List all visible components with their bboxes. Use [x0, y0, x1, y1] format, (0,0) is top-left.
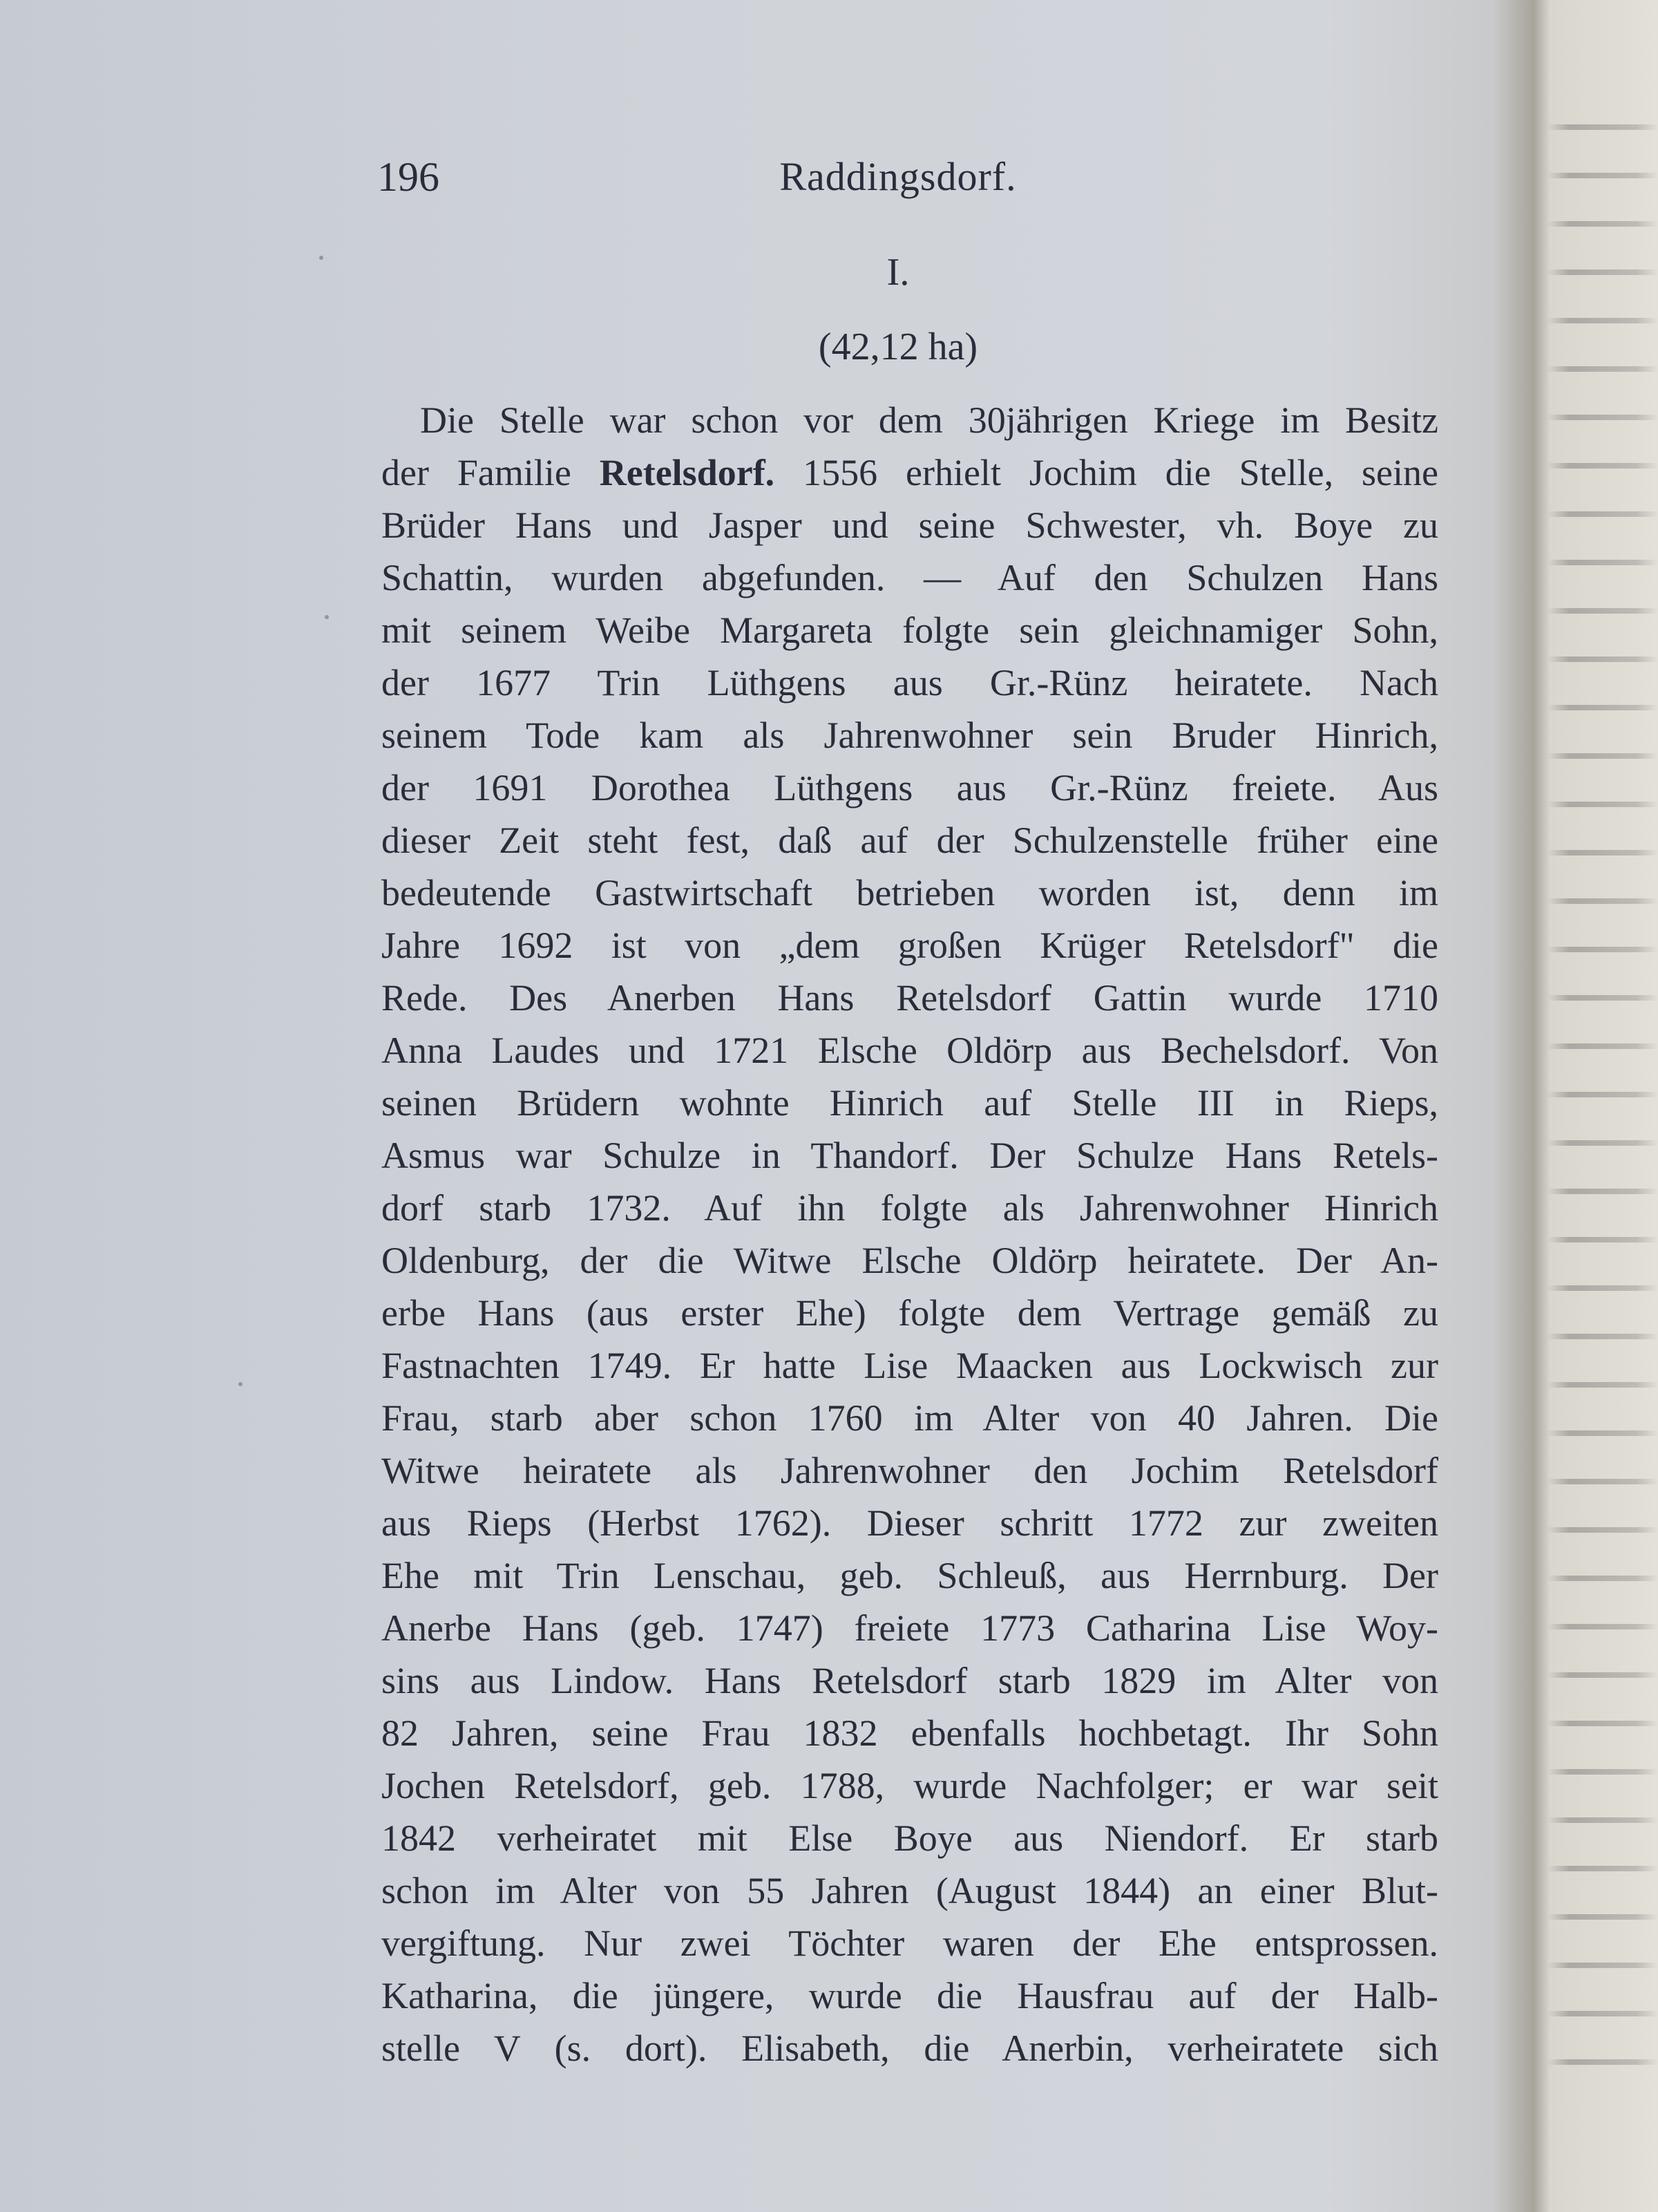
text-span: vergiftung. Nur zwei Töchter waren der Ehe entsprossen.	[381, 1922, 1438, 1964]
text-span: Schattin, wurden abgefunden. — Auf den Schulzen Hans	[381, 557, 1438, 598]
facing-page-text-line	[1547, 947, 1658, 952]
facing-page-text-line	[1547, 1285, 1658, 1291]
text-line	[381, 1392, 1438, 1444]
facing-page-text-line	[1547, 1721, 1658, 1726]
section-number: I.	[886, 251, 910, 294]
facing-page-text-line	[1547, 1430, 1658, 1436]
text-span: Brüder Hans und Jasper und seine Schwester, vh. Boye zu	[381, 504, 1438, 546]
facing-page-text-line	[1547, 1576, 1658, 1581]
facing-page-text-line	[1547, 1140, 1658, 1146]
text-line	[381, 1812, 1438, 1864]
text-span: Oldenburg, der die Witwe Elsche Oldörp heiratete. Der An-	[381, 1240, 1438, 1281]
text-span: dorf starb 1732. Auf ihn folgte als Jahrenwohner Hinrich	[381, 1187, 1438, 1229]
dust-speck	[325, 615, 329, 619]
text-span: aus Rieps (Herbst 1762). Dieser schritt 1772 zur zweiten	[381, 1502, 1438, 1544]
text-span: Anna Laudes und 1721 Elsche Oldörp aus Bechelsdorf. Von	[381, 1030, 1438, 1071]
text-span: der 1677 Trin Lüthgens aus Gr.-Rünz heiratete. Nach	[381, 662, 1438, 703]
text-line	[381, 446, 1438, 499]
text-line	[381, 709, 1438, 762]
text-line	[381, 1864, 1438, 1917]
facing-page-text-line	[1547, 318, 1658, 323]
facing-page-text-line	[1547, 1092, 1658, 1097]
facing-page-text-line	[1547, 124, 1658, 130]
text-span: bedeutende Gastwirtschaft betrieben worden ist, denn im	[381, 872, 1438, 914]
text-line	[381, 1339, 1438, 1392]
text-line	[381, 1654, 1438, 1707]
text-line	[381, 604, 1438, 656]
text-line	[381, 1287, 1438, 1339]
text-span: seinem Tode kam als Jahrenwohner sein Bruder Hinrich,	[381, 715, 1438, 756]
text-span: schon im Alter von 55 Jahren (August 1844) an einer Blut-	[381, 1870, 1438, 1911]
dust-speck	[238, 1382, 242, 1386]
text-span: stelle V (s. dort). Elisabeth, die Anerbin, verheiratete sich	[381, 2027, 1438, 2069]
facing-page-text-line	[1547, 2059, 1658, 2065]
running-title: Raddingsdorf.	[779, 154, 1017, 199]
facing-page-text-line	[1547, 270, 1658, 275]
text-line	[381, 1602, 1438, 1654]
facing-page-text-line	[1547, 1769, 1658, 1775]
text-line	[381, 1182, 1438, 1234]
dust-speck	[319, 256, 323, 260]
text-span: 1556 erhielt Jochim die Stelle, seine	[774, 452, 1438, 493]
facing-page-text-line	[1547, 1237, 1658, 1242]
text-line	[381, 1759, 1438, 1812]
facing-page-edge	[1547, 124, 1658, 2128]
text-span: seinen Brüdern wohnte Hinrich auf Stelle III in Rieps,	[381, 1082, 1438, 1124]
facing-page-text-line	[1547, 366, 1658, 372]
facing-page-text-line	[1547, 511, 1658, 517]
bold-name: Retelsdorf.	[599, 452, 775, 493]
facing-page-text-line	[1547, 1624, 1658, 1629]
facing-page-text-line	[1547, 560, 1658, 565]
text-line	[381, 1917, 1438, 1969]
body-text	[381, 394, 1438, 2074]
text-line	[381, 1497, 1438, 1549]
text-span: Katharina, die jüngere, wurde die Hausfrau auf der Halb-	[381, 1975, 1438, 2016]
facing-page-text-line	[1547, 705, 1658, 710]
text-span: Asmus war Schulze in Thandorf. Der Schulze Hans Retels-	[381, 1135, 1438, 1176]
text-line	[381, 1129, 1438, 1182]
text-span: Frau, starb aber schon 1760 im Alter von 40 Jahren. Die	[381, 1397, 1438, 1439]
text-line	[381, 2022, 1438, 2074]
section-area: (42,12 ha)	[818, 325, 978, 368]
text-span: Witwe heiratete als Jahrenwohner den Jochim Retelsdorf	[381, 1450, 1438, 1491]
page-number: 196	[377, 154, 439, 200]
text-span: dieser Zeit steht fest, daß auf der Schulzenstelle früher eine	[381, 820, 1438, 861]
facing-page-text-line	[1547, 1189, 1658, 1194]
text-line	[381, 1549, 1438, 1602]
facing-page-text-line	[1547, 1479, 1658, 1484]
text-line	[381, 762, 1438, 814]
text-line	[381, 499, 1438, 551]
text-span: der Familie	[381, 452, 600, 493]
facing-page-text-line	[1547, 802, 1658, 807]
text-span: Fastnachten 1749. Er hatte Lise Maacken aus Lockwisch zur	[381, 1345, 1438, 1386]
text-span: Jahre 1692 ist von „dem großen Krüger Retelsdorf" die	[381, 925, 1438, 966]
facing-page-text-line	[1547, 1866, 1658, 1871]
text-span: sins aus Lindow. Hans Retelsdorf starb 1829 im Alter von	[381, 1660, 1438, 1701]
text-line	[381, 814, 1438, 867]
text-span: Ehe mit Trin Lenschau, geb. Schleuß, aus Herrnburg. Der	[381, 1555, 1438, 1596]
text-line	[381, 394, 1438, 446]
facing-page-text-line	[1547, 898, 1658, 904]
text-line	[381, 1234, 1438, 1287]
facing-page-text-line	[1547, 1817, 1658, 1823]
text-span: erbe Hans (aus erster Ehe) folgte dem Vertrage gemäß zu	[381, 1292, 1438, 1334]
text-span: 1842 verheiratet mit Else Boye aus Niendorf. Er starb	[381, 1817, 1438, 1859]
facing-page-text-line	[1547, 1043, 1658, 1049]
facing-page-text-line	[1547, 1672, 1658, 1678]
text-span: mit seinem Weibe Margareta folgte sein gleichnamiger Sohn,	[381, 609, 1438, 651]
text-span: Anerbe Hans (geb. 1747) freiete 1773 Catharina Lise Woy-	[381, 1607, 1438, 1649]
text-line	[381, 972, 1438, 1024]
text-span: Jochen Retelsdorf, geb. 1788, wurde Nachfolger; er war seit	[381, 1765, 1438, 1806]
facing-page-text-line	[1547, 1914, 1658, 1920]
facing-page-text-line	[1547, 1382, 1658, 1388]
text-line	[381, 551, 1438, 604]
text-line	[381, 1024, 1438, 1077]
text-span: 82 Jahren, seine Frau 1832 ebenfalls hochbetagt. Ihr Sohn	[381, 1712, 1438, 1754]
text-line	[381, 867, 1438, 919]
facing-page-text-line	[1547, 995, 1658, 1001]
facing-page-text-line	[1547, 415, 1658, 420]
text-span: Rede. Des Anerben Hans Retelsdorf Gattin wurde 1710	[381, 977, 1438, 1019]
facing-page-text-line	[1547, 656, 1658, 662]
facing-page-text-line	[1547, 173, 1658, 178]
facing-page-text-line	[1547, 1334, 1658, 1339]
facing-page-text-line	[1547, 2011, 1658, 2016]
text-line	[381, 1077, 1438, 1129]
text-line	[381, 1969, 1438, 2022]
text-line	[381, 1707, 1438, 1759]
text-line	[381, 656, 1438, 709]
facing-page-text-line	[1547, 1527, 1658, 1533]
facing-page-text-line	[1547, 850, 1658, 856]
facing-page-text-line	[1547, 753, 1658, 759]
text-span: Die Stelle war schon vor dem 30jährigen Kriege im Besitz	[420, 399, 1438, 441]
facing-page-text-line	[1547, 221, 1658, 227]
text-line	[381, 1444, 1438, 1497]
text-line	[381, 919, 1438, 972]
facing-page-text-line	[1547, 1963, 1658, 1968]
text-span: der 1691 Dorothea Lüthgens aus Gr.-Rünz freiete. Aus	[381, 767, 1438, 809]
facing-page-text-line	[1547, 608, 1658, 614]
facing-page-text-line	[1547, 463, 1658, 469]
